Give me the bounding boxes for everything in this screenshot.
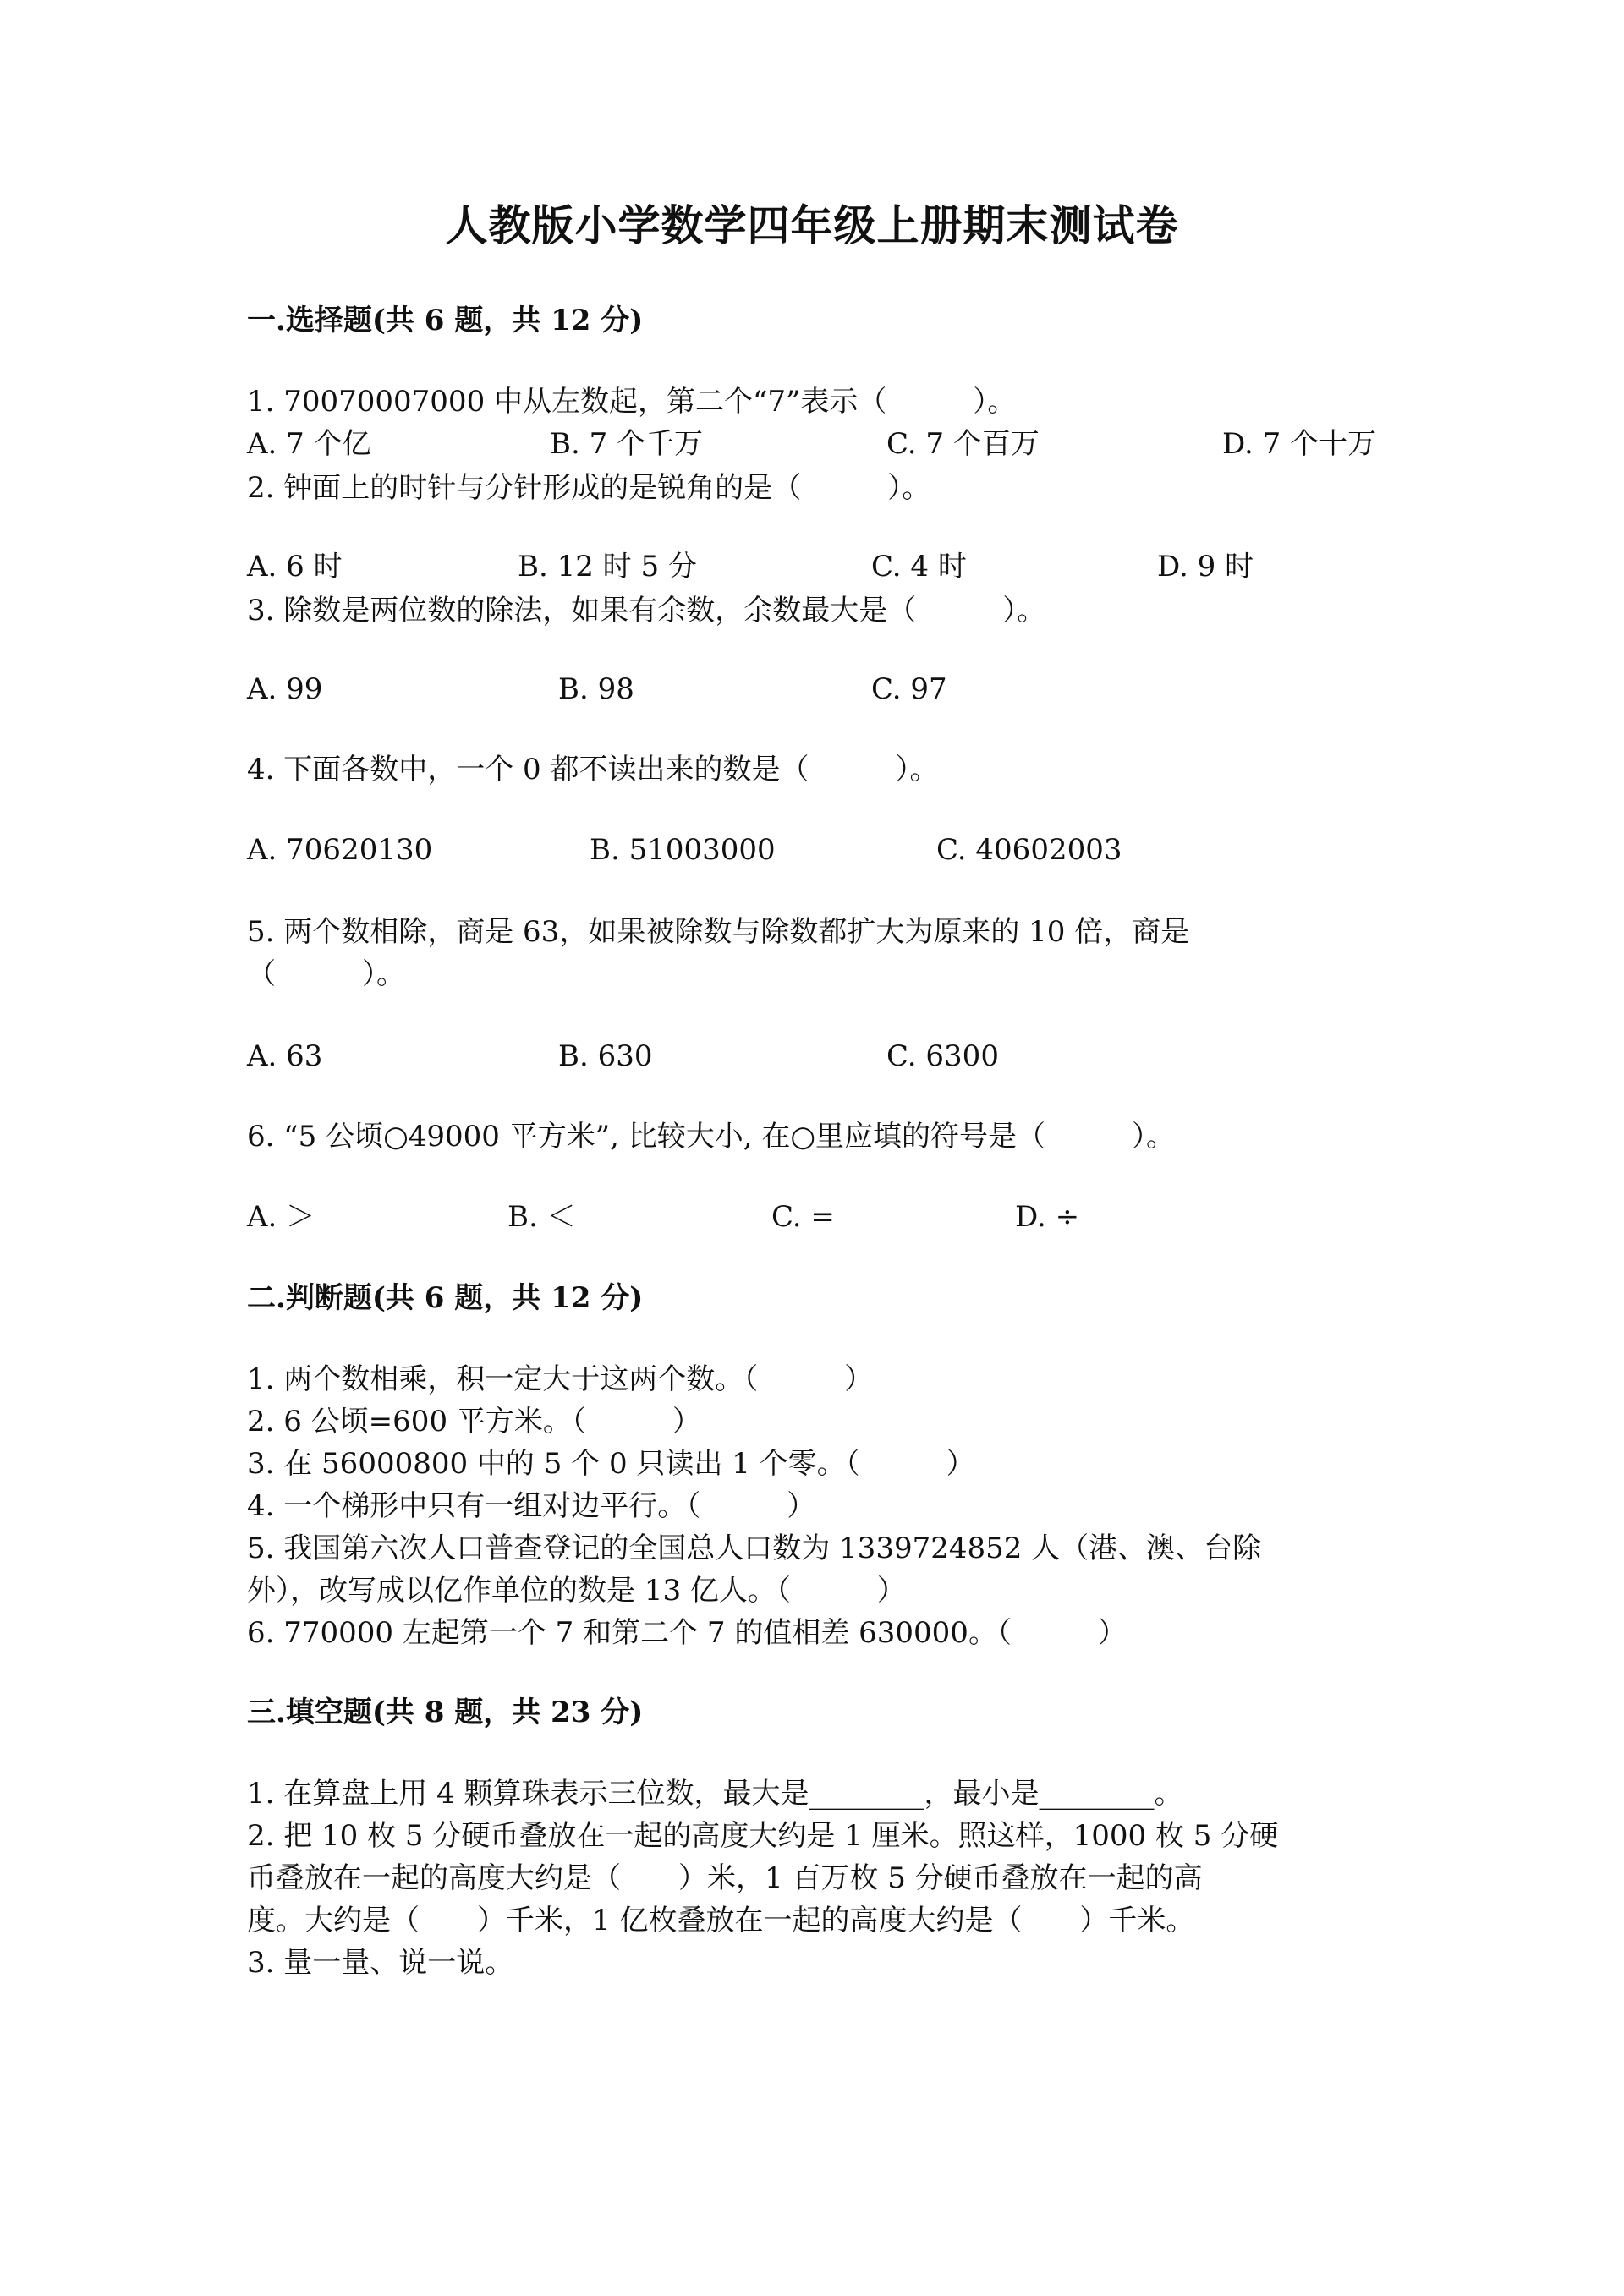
question-1-stem: 1. 70070007000 中从左数起，第二个“7”表示（ ）。 bbox=[247, 385, 1017, 419]
judge-item-5-line-2: 外），改写成以亿作单位的数是 13 亿人。（ ） bbox=[247, 1574, 906, 1608]
question-5-option-a: A. 63 bbox=[247, 1039, 323, 1073]
question-1-option-c: C. 7 个百万 bbox=[886, 427, 1040, 461]
question-5-option-c: C. 6300 bbox=[886, 1039, 999, 1073]
question-4-option-b: B. 51003000 bbox=[590, 833, 776, 867]
question-5-option-b: B. 630 bbox=[558, 1039, 653, 1073]
question-6-option-d: D. ÷ bbox=[1015, 1200, 1080, 1234]
question-4-option-c: C. 40602003 bbox=[936, 833, 1122, 867]
section-heading-choice: 一.选择题(共 6 题，共 12 分) bbox=[247, 304, 644, 337]
question-3-option-b: B. 98 bbox=[558, 672, 634, 706]
question-4-stem: 4. 下面各数中，一个 0 都不读出来的数是（ ）。 bbox=[247, 753, 939, 786]
question-2-stem: 2. 钟面上的时针与分针形成的是锐角的是（ ）。 bbox=[247, 471, 931, 505]
question-2-option-b: B. 12 时 5 分 bbox=[518, 550, 697, 584]
question-2-option-a: A. 6 时 bbox=[247, 550, 343, 584]
question-3-option-c: C. 97 bbox=[871, 672, 947, 706]
question-5-stem-line-2: （ ）。 bbox=[247, 957, 405, 991]
question-1-option-d: D. 7 个十万 bbox=[1222, 427, 1377, 461]
question-5-stem-line-1: 5. 两个数相除，商是 63，如果被除数与除数都扩大为原来的 10 倍，商是 bbox=[247, 915, 1190, 949]
page-title: 人教版小学数学四年级上册期末测试卷 bbox=[445, 200, 1179, 250]
judge-item-2: 2. 6 公顷=600 平方米。（ ） bbox=[247, 1405, 701, 1438]
question-6-stem: 6. “5 公顷○49000 平方米”, 比较大小, 在○里应填的符号是（ ）。 bbox=[247, 1120, 1175, 1153]
fill-item-2-line-3: 度。大约是（ ）千米，1 亿枚叠放在一起的高度大约是（ ）千米。 bbox=[247, 1904, 1195, 1937]
fill-item-1: 1. 在算盘上用 4 颗算珠表示三位数，最大是________，最小是________。 bbox=[247, 1777, 1183, 1811]
question-1-option-b: B. 7 个千万 bbox=[550, 427, 704, 461]
question-1-option-a: A. 7 个亿 bbox=[247, 427, 371, 461]
question-4-option-a: A. 70620130 bbox=[247, 833, 433, 867]
question-6-option-c: C. = bbox=[771, 1200, 835, 1234]
section-heading-judge: 二.判断题(共 6 题，共 12 分) bbox=[247, 1281, 644, 1315]
judge-item-4: 4. 一个梯形中只有一组对边平行。（ ） bbox=[247, 1489, 816, 1523]
fill-item-2-line-1: 2. 把 10 枚 5 分硬币叠放在一起的高度大约是 1 厘米。照这样，1000 枚 5 分硬 bbox=[247, 1819, 1279, 1853]
judge-item-5-line-1: 5. 我国第六次人口普查登记的全国总人口数为 1339724852 人（港、澳、台除 bbox=[247, 1532, 1262, 1565]
judge-item-6: 6. 770000 左起第一个 7 和第二个 7 的值相差 630000。（ ） bbox=[247, 1616, 1127, 1650]
question-2-option-c: C. 4 时 bbox=[871, 550, 967, 584]
fill-item-3: 3. 量一量、说一说。 bbox=[247, 1946, 514, 1980]
fill-item-2-line-2: 币叠放在一起的高度大约是（ ）米，1 百万枚 5 分硬币叠放在一起的高 bbox=[247, 1861, 1203, 1895]
judge-item-1: 1. 两个数相乘，积一定大于这两个数。（ ） bbox=[247, 1362, 874, 1396]
section-heading-fill: 三.填空题(共 8 题，共 23 分) bbox=[247, 1696, 644, 1729]
question-3-option-a: A. 99 bbox=[247, 672, 323, 706]
question-3-stem: 3. 除数是两位数的除法，如果有余数，余数最大是（ ）。 bbox=[247, 594, 1046, 627]
question-6-option-b: B. ＜ bbox=[508, 1200, 576, 1234]
question-6-option-a: A. ＞ bbox=[247, 1200, 315, 1234]
question-2-option-d: D. 9 时 bbox=[1157, 550, 1254, 584]
judge-item-3: 3. 在 56000800 中的 5 个 0 只读出 1 个零。（ ） bbox=[247, 1447, 975, 1481]
